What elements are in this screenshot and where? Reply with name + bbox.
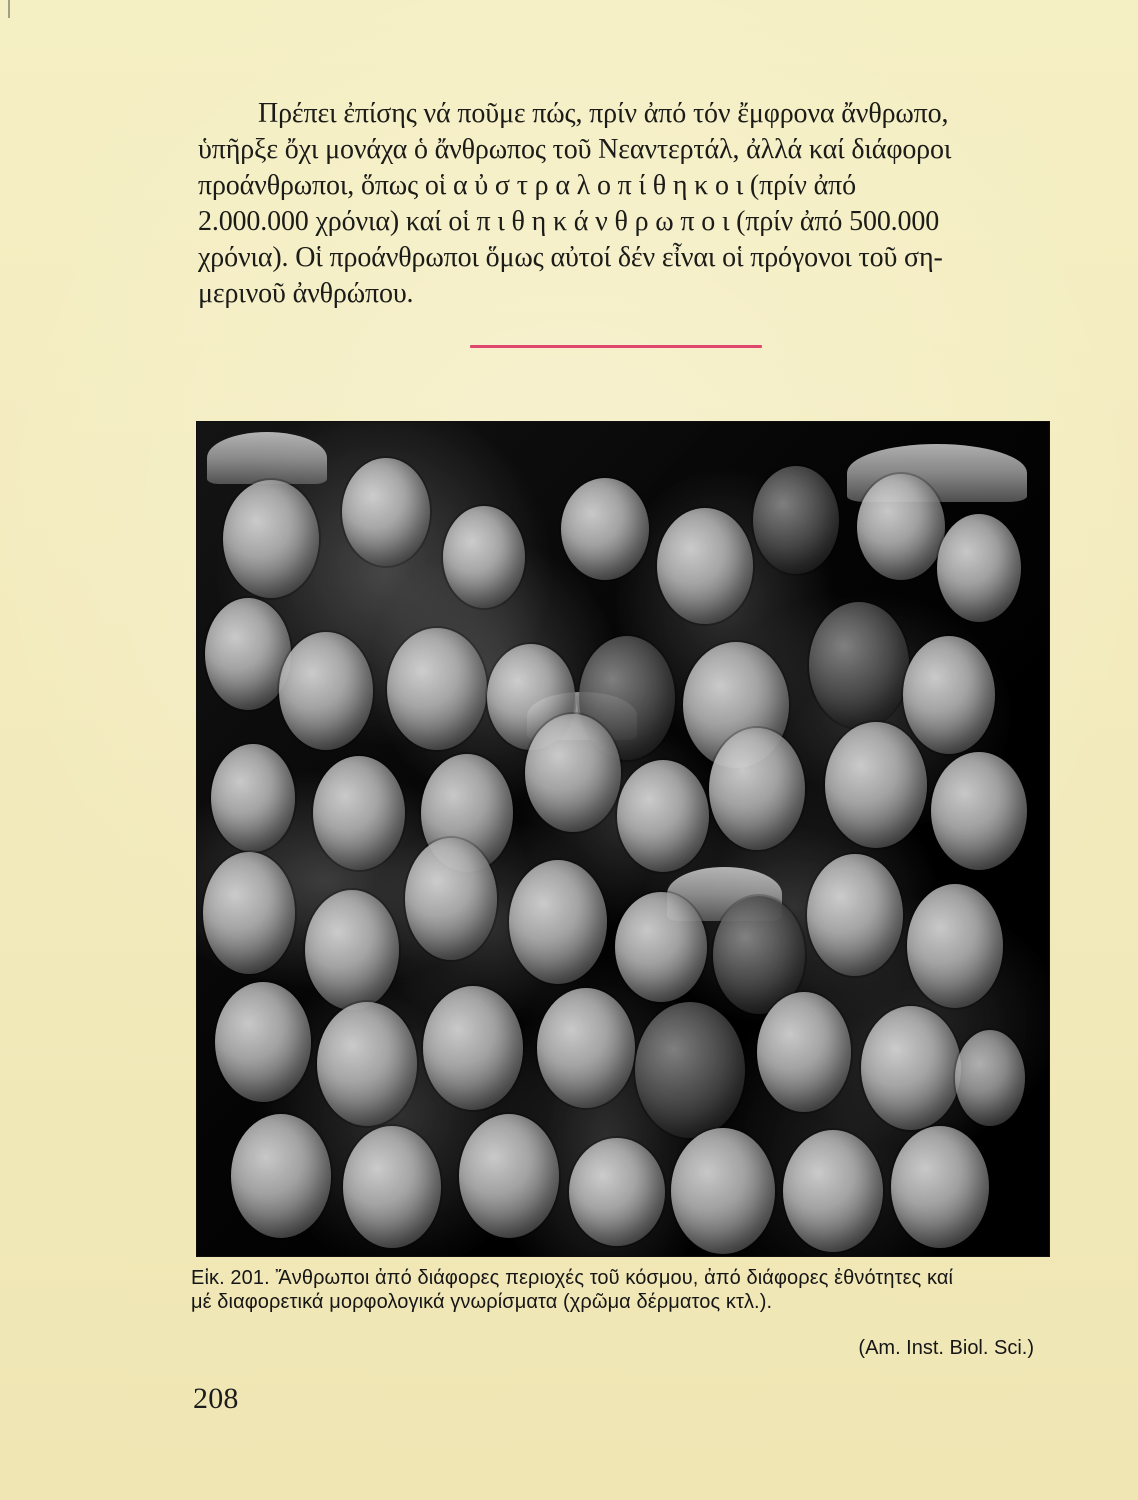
face: [203, 852, 295, 974]
face: [317, 1002, 417, 1126]
face: [617, 760, 709, 872]
face: [211, 744, 295, 852]
paragraph-line-5: χρόνια). Οἱ προάνθρωποι ὅμως αὐτοί δέν εἶναι οἱ πρόγονοι τοῦ ση-: [198, 242, 943, 273]
face: [615, 892, 707, 1002]
face: [525, 714, 621, 832]
paragraph-line-4: 2.000.000 χρόνια) καί οἱ π ι θ η κ ά ν θ ρ ω π ο ι (πρίν ἀπό 500.000: [198, 206, 940, 237]
page-margin-mark: [8, 0, 10, 18]
face: [635, 1002, 745, 1138]
image-credit: (Am. Inst. Biol. Sci.): [858, 1337, 1034, 1359]
face: [807, 854, 903, 976]
face: [342, 458, 430, 566]
face: [857, 474, 945, 580]
face: [907, 884, 1003, 1008]
face: [937, 514, 1021, 622]
page-number: 208: [193, 1382, 239, 1415]
face: [955, 1030, 1025, 1126]
face: [537, 988, 635, 1108]
caption-line-1: Εἰκ. 201. Ἄνθρωποι ἀπό διάφορες περιοχές τοῦ κόσμου, ἀπό διάφορες ἐθνότητες καί: [191, 1267, 954, 1289]
face: [231, 1114, 331, 1238]
paragraph-line-1: Πρέπει ἐπίσης νά ποῦμε πώς, πρίν ἀπό τόν ἔμφρονα ἄνθρωπο,: [258, 98, 949, 129]
figure-caption: [191, 1266, 1051, 1314]
face: [657, 508, 753, 624]
paragraph-line-3: προάνθρωποι, ὅπως οἱ α ὐ σ τ ρ α λ ο π ί θ η κ ο ι (πρίν ἀπό: [198, 170, 857, 201]
face: [223, 480, 319, 598]
people-collage-image: [196, 421, 1050, 1257]
face: [569, 1138, 665, 1246]
face: [753, 466, 839, 574]
face: [443, 506, 525, 608]
paragraph-line-6: μερινοῦ ἀνθρώπου.: [198, 278, 414, 309]
face: [561, 478, 649, 580]
face: [931, 752, 1027, 870]
section-divider: [470, 345, 762, 348]
face: [305, 890, 399, 1010]
face: [215, 982, 311, 1102]
face: [709, 728, 805, 850]
face: [825, 722, 927, 848]
face: [405, 838, 497, 960]
face: [279, 632, 373, 750]
face: [671, 1128, 775, 1254]
face: [423, 986, 523, 1110]
face: [509, 860, 607, 984]
face: [757, 992, 851, 1112]
face: [783, 1130, 883, 1252]
face: [313, 756, 405, 870]
hat-shape: [207, 432, 327, 484]
face: [903, 636, 995, 754]
caption-line-2: μέ διαφορετικά μορφολογικά γνωρίσματα (χρῶμα δέρματος κτλ.).: [191, 1291, 773, 1313]
face: [891, 1126, 989, 1248]
face: [387, 628, 487, 750]
body-paragraph: [198, 96, 1048, 312]
face: [809, 602, 909, 728]
face: [861, 1006, 961, 1130]
face: [343, 1126, 441, 1248]
face: [459, 1114, 559, 1238]
paragraph-line-2: ὑπῆρξε ὄχι μονάχα ὁ ἄνθρωπος τοῦ Νεαντερτάλ, ἀλλά καί διάφοροι: [198, 134, 952, 165]
